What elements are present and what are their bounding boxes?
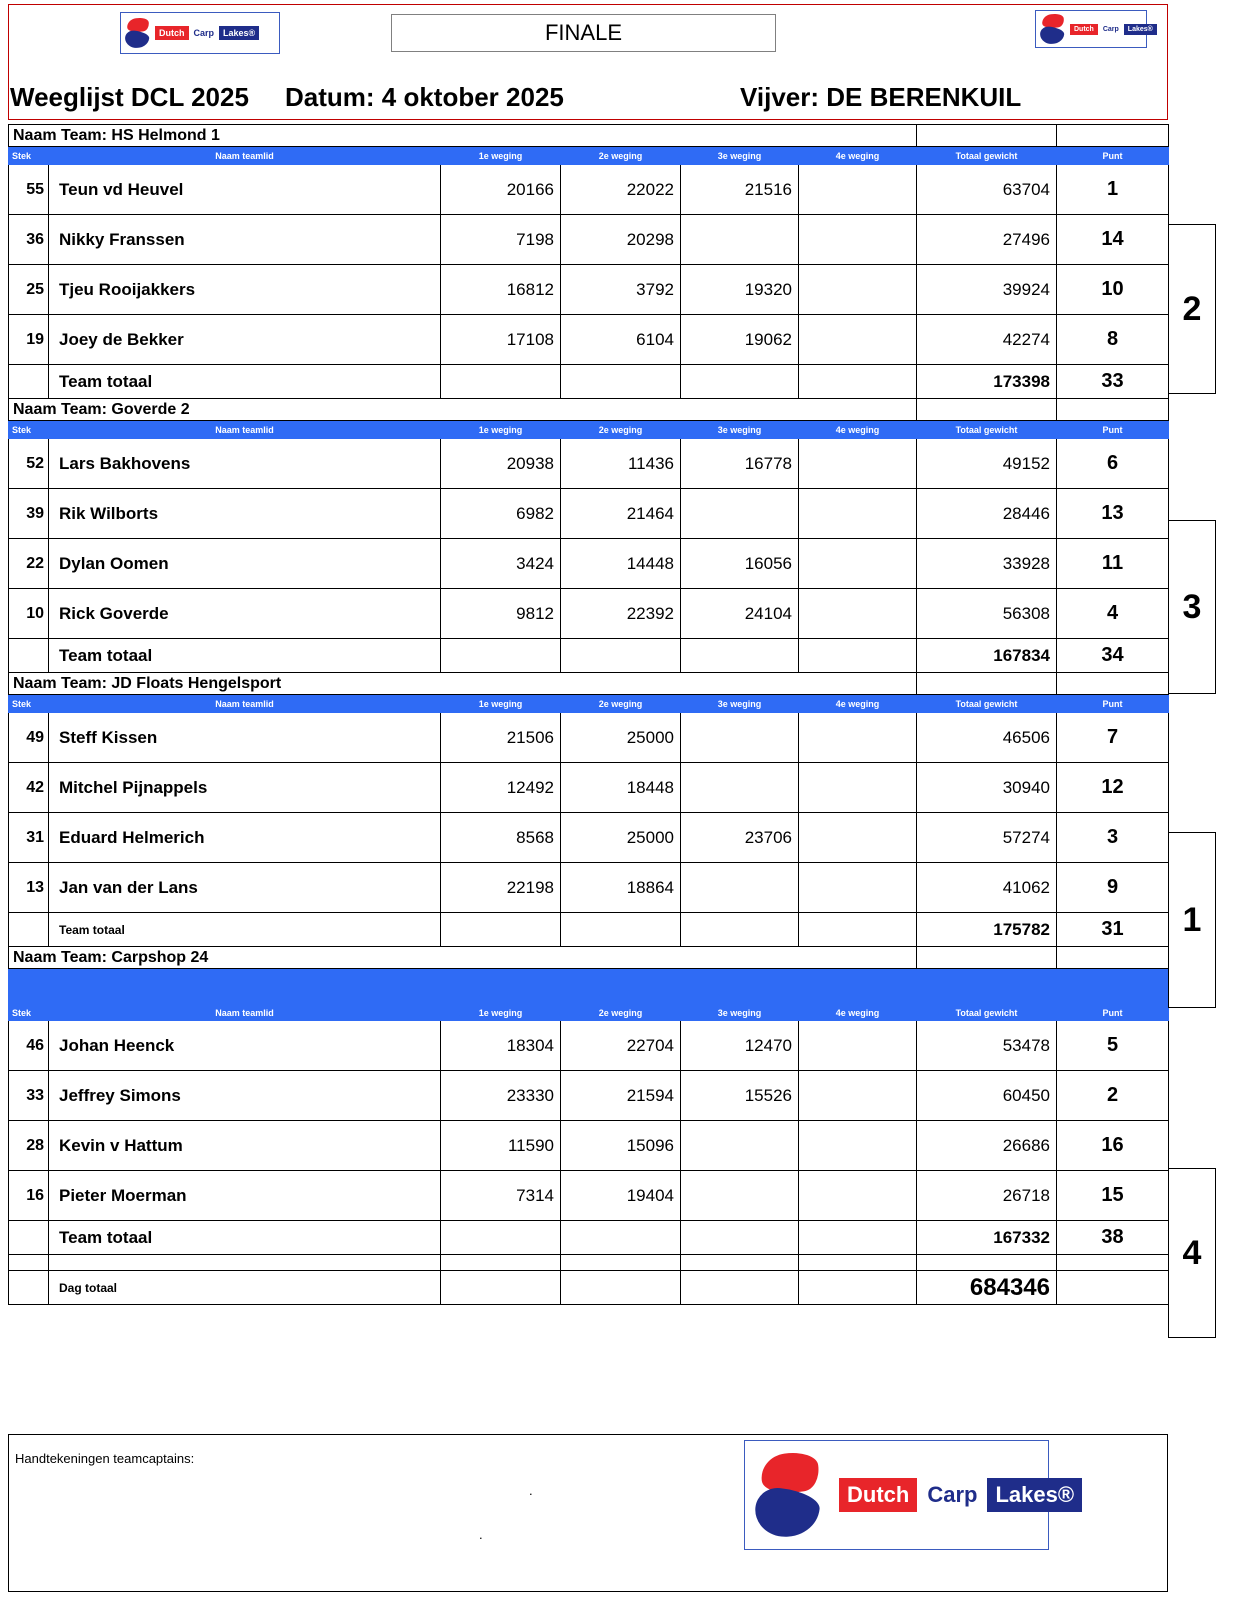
cell-w2: 11436 — [561, 439, 681, 489]
cell-w1: 20166 — [441, 165, 561, 215]
cell-point: 6 — [1057, 439, 1169, 489]
cell-point: 7 — [1057, 713, 1169, 763]
cell-w1: 21506 — [441, 713, 561, 763]
table-row — [9, 1021, 1169, 1071]
cell-w1: 22198 — [441, 863, 561, 913]
cell-total: 53478 — [917, 1021, 1057, 1071]
cell-w1: 11590 — [441, 1121, 561, 1171]
footer-logo — [744, 1440, 1075, 1550]
logo-word-carp: Carp — [927, 1482, 978, 1507]
cell-w2: 18448 — [561, 763, 681, 813]
cell-name: Teun vd Heuvel — [49, 165, 441, 215]
cell-point: 3 — [1057, 813, 1169, 863]
results-table — [8, 124, 1169, 1305]
team-total-value: 167332 — [917, 1221, 1057, 1255]
cell-w3: 19062 — [681, 315, 799, 365]
cell-total: 26718 — [917, 1171, 1057, 1221]
cell-w4 — [799, 315, 917, 365]
col-w4: 4e weging — [799, 695, 917, 713]
cell-w2: 20298 — [561, 215, 681, 265]
logo-right — [1035, 10, 1153, 48]
team-total-points: 31 — [1057, 913, 1169, 947]
logo-word-carp: Carp — [1102, 25, 1119, 33]
col-point: Punt — [1057, 421, 1169, 439]
cell-w4 — [799, 1071, 917, 1121]
col-stek: Stek — [9, 695, 49, 713]
cell-w3 — [681, 863, 799, 913]
cell-name: Pieter Moerman — [49, 1171, 441, 1221]
table-row — [9, 813, 1169, 863]
team-total-label: Team totaal — [49, 1221, 441, 1255]
cell-w3: 23706 — [681, 813, 799, 863]
cell-w4 — [799, 1121, 917, 1171]
cell-w2: 14448 — [561, 539, 681, 589]
team-total-label: Team totaal — [49, 639, 441, 673]
cell-total: 56308 — [917, 589, 1057, 639]
logo-word-lakes: Lakes® — [219, 26, 259, 40]
cell-total: 41062 — [917, 863, 1057, 913]
cell-w4 — [799, 1021, 917, 1071]
team-rank-1: 2 — [1168, 224, 1216, 394]
cell-w4 — [799, 763, 917, 813]
cell-w3 — [681, 1171, 799, 1221]
table-row — [9, 713, 1169, 763]
cell-w1: 8568 — [441, 813, 561, 863]
table-row — [9, 315, 1169, 365]
col-w3: 3e weging — [681, 695, 799, 713]
cell-w2: 3792 — [561, 265, 681, 315]
cell-point: 16 — [1057, 1121, 1169, 1171]
event-date: Datum: 4 oktober 2025 — [285, 81, 564, 112]
team-total-label: Team totaal — [49, 913, 441, 947]
cell-w1: 7198 — [441, 215, 561, 265]
signature-dot-1: . — [529, 1483, 533, 1498]
table-row — [9, 863, 1169, 913]
team-total-points: 34 — [1057, 639, 1169, 673]
col-name: Naam teamlid — [49, 147, 441, 165]
table-row — [9, 165, 1169, 215]
cell-stek: 19 — [9, 315, 49, 365]
team-name-row — [9, 673, 1169, 695]
col-w3: 3e weging — [681, 147, 799, 165]
table-row — [9, 1121, 1169, 1171]
col-w4: 4e weging — [799, 969, 917, 1021]
cell-total: 63704 — [917, 165, 1057, 215]
cell-name: Rick Goverde — [49, 589, 441, 639]
cell-stek: 13 — [9, 863, 49, 913]
cell-name: Jan van der Lans — [49, 863, 441, 913]
cell-w1: 23330 — [441, 1071, 561, 1121]
netherlands-map-icon — [125, 17, 151, 49]
cell-stek: 16 — [9, 1171, 49, 1221]
cell-w2: 18864 — [561, 863, 681, 913]
col-w4: 4e weging — [799, 147, 917, 165]
column-header-row — [9, 969, 1169, 1021]
cell-point: 12 — [1057, 763, 1169, 813]
col-stek: Stek — [9, 421, 49, 439]
cell-point: 1 — [1057, 165, 1169, 215]
cell-w3: 15526 — [681, 1071, 799, 1121]
signature-dot-2: . — [479, 1527, 483, 1542]
col-stek: Stek — [9, 969, 49, 1021]
cell-total: 42274 — [917, 315, 1057, 365]
cell-name: Joey de Bekker — [49, 315, 441, 365]
col-point: Punt — [1057, 147, 1169, 165]
team-total-points: 33 — [1057, 365, 1169, 399]
cell-point: 11 — [1057, 539, 1169, 589]
col-w2: 2e weging — [561, 969, 681, 1021]
cell-total: 30940 — [917, 763, 1057, 813]
table-row — [9, 1071, 1169, 1121]
cell-name: Tjeu Rooijakkers — [49, 265, 441, 315]
table-row — [9, 763, 1169, 813]
day-total-value: 684346 — [917, 1271, 1057, 1305]
table-row — [9, 1171, 1169, 1221]
cell-stek: 33 — [9, 1071, 49, 1121]
cell-w4 — [799, 215, 917, 265]
cell-w3 — [681, 763, 799, 813]
page-title: Weeglijst DCL 2025 — [10, 81, 249, 112]
cell-total: 33928 — [917, 539, 1057, 589]
team-name: Naam Team: Carpshop 24 — [9, 947, 917, 969]
col-w2: 2e weging — [561, 147, 681, 165]
cell-point: 5 — [1057, 1021, 1169, 1071]
cell-total: 46506 — [917, 713, 1057, 763]
cell-w1: 18304 — [441, 1021, 561, 1071]
col-name: Naam teamlid — [49, 695, 441, 713]
col-name: Naam teamlid — [49, 421, 441, 439]
cell-name: Kevin v Hattum — [49, 1121, 441, 1171]
cell-point: 15 — [1057, 1171, 1169, 1221]
cell-stek: 31 — [9, 813, 49, 863]
cell-point: 2 — [1057, 1071, 1169, 1121]
table-row — [9, 489, 1169, 539]
spacer-row — [9, 1255, 1169, 1271]
team-rank-3: 1 — [1168, 832, 1216, 1008]
cell-w4 — [799, 439, 917, 489]
team-total-value: 167834 — [917, 639, 1057, 673]
team-total-row — [9, 639, 1169, 673]
team-total-row — [9, 1221, 1169, 1255]
cell-w3 — [681, 489, 799, 539]
col-total: Totaal gewicht — [917, 147, 1057, 165]
logo-word-carp: Carp — [193, 28, 215, 38]
logo-word-dutch: Dutch — [1070, 24, 1098, 35]
cell-w3: 19320 — [681, 265, 799, 315]
cell-stek: 46 — [9, 1021, 49, 1071]
cell-w3 — [681, 713, 799, 763]
cell-name: Jeffrey Simons — [49, 1071, 441, 1121]
cell-w3 — [681, 1121, 799, 1171]
col-w4: 4e weging — [799, 421, 917, 439]
cell-stek: 22 — [9, 539, 49, 589]
cell-point: 8 — [1057, 315, 1169, 365]
table-row — [9, 539, 1169, 589]
col-total: Totaal gewicht — [917, 969, 1057, 1021]
column-header-row — [9, 695, 1169, 713]
cell-w3: 16056 — [681, 539, 799, 589]
netherlands-map-icon — [755, 1449, 825, 1541]
day-total-row — [9, 1271, 1169, 1305]
day-total-label: Dag totaal — [49, 1271, 441, 1305]
cell-w4 — [799, 265, 917, 315]
cell-total: 57274 — [917, 813, 1057, 863]
team-rank-2: 3 — [1168, 520, 1216, 694]
cell-w1: 3424 — [441, 539, 561, 589]
team-total-value: 175782 — [917, 913, 1057, 947]
cell-total: 26686 — [917, 1121, 1057, 1171]
cell-name: Nikky Franssen — [49, 215, 441, 265]
col-w3: 3e weging — [681, 969, 799, 1021]
table-row — [9, 589, 1169, 639]
cell-name: Johan Heenck — [49, 1021, 441, 1071]
cell-stek: 10 — [9, 589, 49, 639]
team-total-points: 38 — [1057, 1221, 1169, 1255]
cell-w4 — [799, 539, 917, 589]
logo-word-lakes: Lakes® — [987, 1478, 1082, 1512]
col-w3: 3e weging — [681, 421, 799, 439]
col-stek: Stek — [9, 147, 49, 165]
cell-stek: 39 — [9, 489, 49, 539]
cell-w4 — [799, 1171, 917, 1221]
cell-w1: 20938 — [441, 439, 561, 489]
signatures-label: Handtekeningen teamcaptains: — [15, 1451, 195, 1466]
cell-point: 10 — [1057, 265, 1169, 315]
col-w1: 1e weging — [441, 695, 561, 713]
team-total-value: 173398 — [917, 365, 1057, 399]
cell-stek: 49 — [9, 713, 49, 763]
cell-w2: 25000 — [561, 713, 681, 763]
cell-w3: 16778 — [681, 439, 799, 489]
cell-w1: 6982 — [441, 489, 561, 539]
cell-total: 28446 — [917, 489, 1057, 539]
column-header-row — [9, 421, 1169, 439]
cell-name: Eduard Helmerich — [49, 813, 441, 863]
cell-stek: 55 — [9, 165, 49, 215]
finale-title-box — [391, 14, 776, 52]
logo-word-dutch: Dutch — [839, 1478, 917, 1512]
cell-w3: 21516 — [681, 165, 799, 215]
col-name: Naam teamlid — [49, 969, 441, 1021]
team-name-row — [9, 399, 1169, 421]
cell-name: Lars Bakhovens — [49, 439, 441, 489]
team-name-row — [9, 125, 1169, 147]
cell-stek: 42 — [9, 763, 49, 813]
cell-w1: 16812 — [441, 265, 561, 315]
cell-w4 — [799, 165, 917, 215]
cell-stek: 25 — [9, 265, 49, 315]
cell-w1: 17108 — [441, 315, 561, 365]
team-name: Naam Team: HS Helmond 1 — [9, 125, 917, 147]
venue-name: Vijver: DE BERENKUIL — [740, 81, 1022, 112]
table-row — [9, 265, 1169, 315]
logo-word-dutch: Dutch — [155, 26, 189, 40]
cell-w2: 19404 — [561, 1171, 681, 1221]
cell-total: 27496 — [917, 215, 1057, 265]
logo-word-lakes: Lakes® — [1124, 24, 1157, 35]
finale-label: FINALE — [544, 20, 623, 45]
column-header-row — [9, 147, 1169, 165]
cell-w2: 15096 — [561, 1121, 681, 1171]
sheet-title-row — [10, 76, 1165, 118]
cell-w2: 22704 — [561, 1021, 681, 1071]
cell-w4 — [799, 589, 917, 639]
team-rank-4: 4 — [1168, 1168, 1216, 1338]
team-name: Naam Team: Goverde 2 — [9, 399, 917, 421]
cell-w1: 7314 — [441, 1171, 561, 1221]
cell-w4 — [799, 813, 917, 863]
table-row — [9, 439, 1169, 489]
cell-w1: 9812 — [441, 589, 561, 639]
cell-stek: 52 — [9, 439, 49, 489]
cell-w2: 21594 — [561, 1071, 681, 1121]
cell-w4 — [799, 489, 917, 539]
logo-left — [120, 12, 280, 54]
team-name-row — [9, 947, 1169, 969]
cell-total: 39924 — [917, 265, 1057, 315]
cell-w4 — [799, 863, 917, 913]
cell-total: 60450 — [917, 1071, 1057, 1121]
cell-point: 9 — [1057, 863, 1169, 913]
team-total-row — [9, 913, 1169, 947]
col-total: Totaal gewicht — [917, 695, 1057, 713]
netherlands-map-icon — [1040, 13, 1066, 45]
cell-stek: 28 — [9, 1121, 49, 1171]
cell-name: Steff Kissen — [49, 713, 441, 763]
col-point: Punt — [1057, 695, 1169, 713]
cell-w2: 22392 — [561, 589, 681, 639]
cell-point: 13 — [1057, 489, 1169, 539]
cell-point: 4 — [1057, 589, 1169, 639]
cell-stek: 36 — [9, 215, 49, 265]
table-row — [9, 215, 1169, 265]
cell-total: 49152 — [917, 439, 1057, 489]
col-total: Totaal gewicht — [917, 421, 1057, 439]
cell-w4 — [799, 713, 917, 763]
cell-w2: 21464 — [561, 489, 681, 539]
cell-name: Dylan Oomen — [49, 539, 441, 589]
team-name: Naam Team: JD Floats Hengelsport — [9, 673, 917, 695]
cell-point: 14 — [1057, 215, 1169, 265]
cell-w1: 12492 — [441, 763, 561, 813]
col-w1: 1e weging — [441, 969, 561, 1021]
team-total-label: Team totaal — [49, 365, 441, 399]
cell-name: Rik Wilborts — [49, 489, 441, 539]
col-w1: 1e weging — [441, 421, 561, 439]
cell-w3: 12470 — [681, 1021, 799, 1071]
cell-w2: 6104 — [561, 315, 681, 365]
cell-w2: 25000 — [561, 813, 681, 863]
team-total-row — [9, 365, 1169, 399]
cell-w3: 24104 — [681, 589, 799, 639]
col-w1: 1e weging — [441, 147, 561, 165]
cell-w2: 22022 — [561, 165, 681, 215]
cell-name: Mitchel Pijnappels — [49, 763, 441, 813]
col-w2: 2e weging — [561, 695, 681, 713]
cell-w3 — [681, 215, 799, 265]
col-point: Punt — [1057, 969, 1169, 1021]
col-w2: 2e weging — [561, 421, 681, 439]
footer-frame — [8, 1434, 1168, 1592]
